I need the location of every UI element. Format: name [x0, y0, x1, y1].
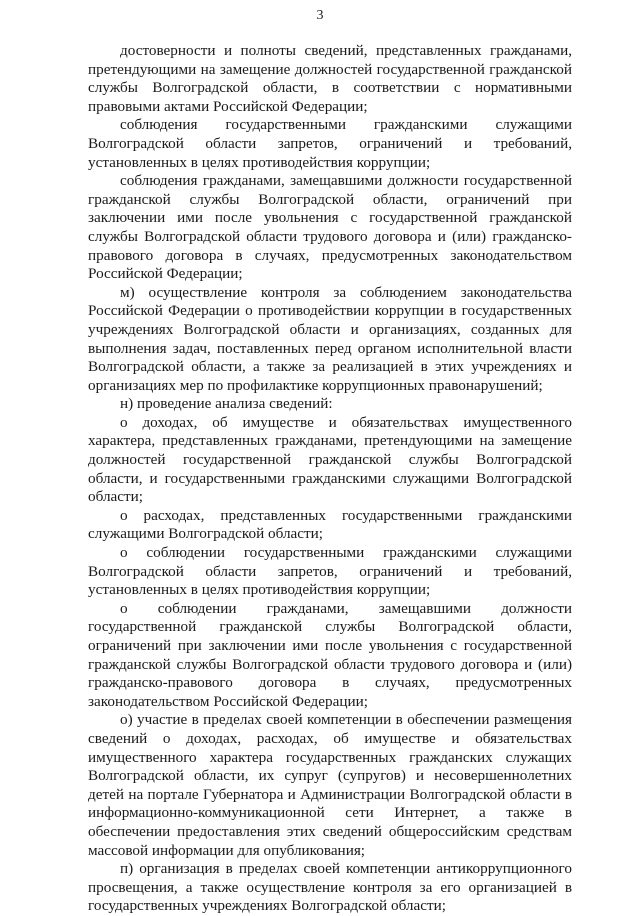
paragraph-compliance-servants: соблюдения государственными гражданскими служащими Волгоградской области запретов, ограничений и требований, установленных в целях противодействия коррупции; — [88, 116, 572, 171]
paragraph-former-restrictions: о соблюдении гражданами, замещавшими должности государственной гражданской службы Волгоградской области, ограничений при заключении ими после увольнения с государственной гражданской службы Волгоградской области трудового договора и (или) гражданско-правового договора в случаях, предусмотренных законодательством Российской Федерации; — [88, 599, 572, 710]
document-body — [88, 42, 572, 916]
paragraph-item-p: п) организация в пределах своей компетенции антикоррупционного просвещения, а также осуществление контроля за его организацией в государственных учреждениях Волгоградской области; — [88, 860, 572, 915]
paragraph-item-o: о) участие в пределах своей компетенции в обеспечении размещения сведений о доходах, расходах, об имуществе и обязательствах имущественного характера государственных гражданских служащих Волгоградской области, их супруг (супругов) и несовершеннолетних детей на портале Губернатора и Администрации Волгоградской области в информационно-коммуникационной сети Интернет, а также в обеспечении предоставления этих сведений общероссийским средствам массовой информации для опубликования; — [88, 711, 572, 859]
paragraph-expenses: о расходах, представленных государственными гражданскими служащими Волгоградской области; — [88, 506, 572, 543]
paragraph-compliance-former: соблюдения гражданами, замещавшими должности государственной гражданской службы Волгоградской области, ограничений при заключении ими после увольнения с государственной гражданской службы Волгоградской области трудового договора и (или) гражданско-правового договора в случаях, предусмотренных законодательством Российской Федерации; — [88, 172, 572, 283]
paragraph-reliability: достоверности и полноты сведений, представленных гражданами, претендующими на замещение должностей государственной гражданской службы Волгоградской области, в соответствии с нормативными правовыми актами Российской Федерации; — [88, 42, 572, 115]
paragraph-item-n: н) проведение анализа сведений: — [120, 395, 333, 413]
paragraph-item-m: м) осуществление контроля за соблюдением законодательства Российской Федерации о противодействии коррупции в государственных учреждениях Волгоградской области и организациях, созданных для выполнения задач, поставленных перед органом исполнительной власти Волгоградской области, а также за реализацией в этих учреждениях и организациях мер по профилактике коррупционных правонарушений; — [88, 283, 572, 394]
paragraph-prohibitions: о соблюдении государственными гражданскими служащими Волгоградской области запретов, ограничений и требований, установленных в целях противодействия коррупции; — [88, 544, 572, 599]
paragraph-income: о доходах, об имуществе и обязательствах имущественного характера, представленных гражданами, претендующими на замещение должностей государственной гражданской службы Волгоградской области, и государственными гражданскими служащими Волгоградской области; — [88, 413, 572, 506]
page-number: 3 — [316, 8, 324, 23]
